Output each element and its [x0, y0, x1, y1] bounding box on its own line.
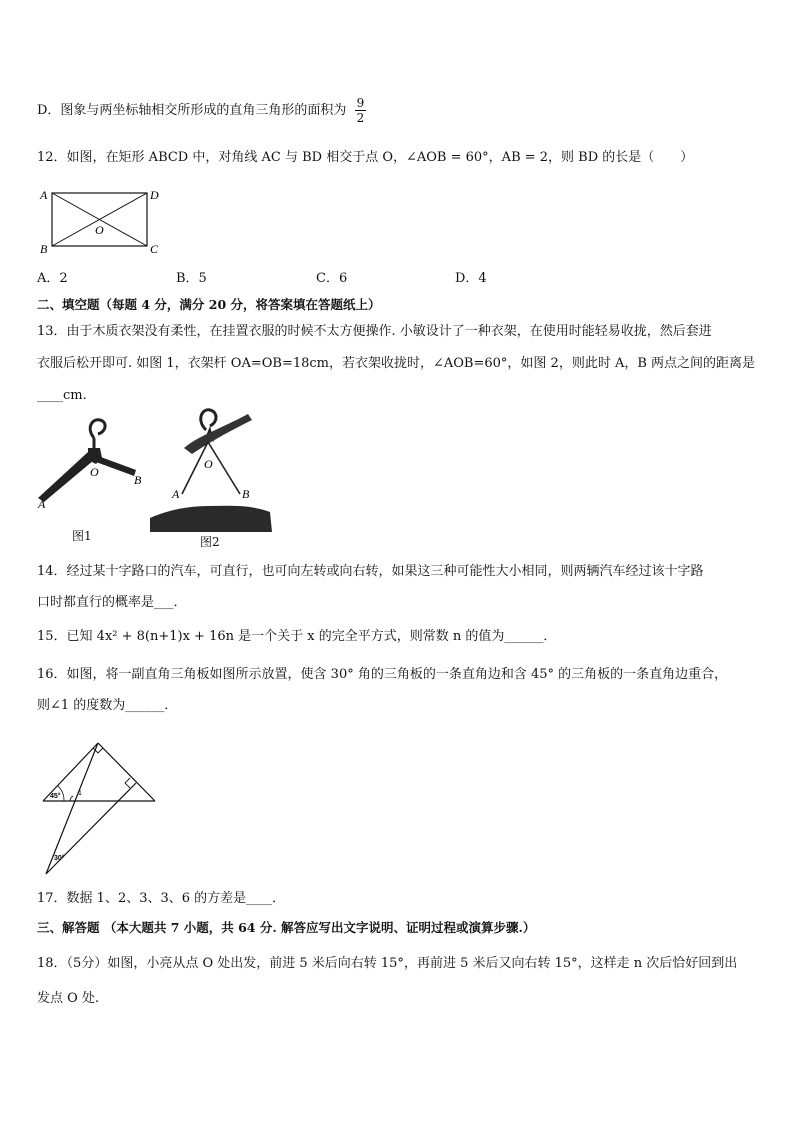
q13-fig1-caption: 图1 [72, 529, 92, 543]
fig2-label-o: O [204, 457, 213, 471]
q13-line-3: ____cm. [37, 388, 87, 403]
fig2-label-b: B [242, 487, 250, 501]
q12-stem: 12．如图，在矩形 ABCD 中，对角线 AC 与 BD 相交于点 O，∠AOB = 60°，AB = 2，则 BD 的长是（ ） [37, 150, 694, 165]
q11-fraction [355, 96, 367, 125]
label-angle-1: 1 [78, 790, 82, 797]
q16-triangle-figure [40, 727, 160, 877]
q13-hanger-figure-2 [148, 406, 278, 534]
q14-line-1: 14．经过某十字路口的汽车，可直行，也可向左转或向右转，如果这三种可能性大小相同，则两辆汽车经过该十字路 [37, 564, 704, 579]
q11-frac-denominator: 2 [356, 111, 365, 125]
label-45: 45° [50, 793, 61, 800]
q12-option-d: D．4 [455, 271, 487, 286]
q11-option-d-text: D．图象与两坐标轴相交所形成的直角三角形的面积为 [37, 103, 347, 118]
fig1-label-b: B [134, 473, 142, 487]
q16-line-1: 16．如图，将一副直角三角板如图所示放置，使含 30° 角的三角板的一条直角边和含 45° 的三角板的一条直角边重合， [37, 667, 728, 682]
label-b: B [40, 242, 48, 256]
label-o: O [95, 223, 104, 237]
label-c: C [150, 242, 159, 256]
fig1-label-a: A [38, 497, 46, 511]
q12-rectangle-figure [34, 187, 159, 257]
label-30: 30° [54, 855, 65, 862]
q11-frac-numerator: 9 [356, 96, 365, 110]
fig1-label-o: O [90, 465, 99, 479]
label-a: A [40, 188, 48, 202]
q15-line: 15．已知 4x² + 8(n+1)x + 16n 是一个关于 x 的完全平方式，则常数 n 的值为______． [37, 629, 557, 644]
section-3-heading: 三、解答题 （本大题共 7 小题，共 64 分. 解答应写出文字说明、证明过程或演算步骤.） [37, 920, 536, 935]
section-2-heading: 二、填空题（每题 4 分，满分 20 分，将答案填在答题纸上） [37, 297, 381, 312]
q12-option-c: C．6 [316, 271, 348, 286]
q14-line-2: 口时都直行的概率是___． [37, 595, 187, 610]
q12-option-a: A．2 [37, 271, 68, 286]
q18-line-2: 发点 O 处. [37, 991, 100, 1006]
q13-line-1: 13．由于木质衣架没有柔性，在挂置衣服的时候不太方便操作. 小敏设计了一种衣架，在使用时能轻易收拢，然后套进 [37, 324, 712, 339]
q11-option-d [37, 96, 366, 125]
q17-line: 17．数据 1、2、3、3、6 的方差是____． [37, 891, 286, 906]
q13-fig2-caption: 图2 [200, 535, 220, 549]
label-d: D [150, 188, 159, 202]
q13-hanger-figure-1 [36, 416, 151, 516]
q13-line-2: 衣服后松开即可. 如图 1，衣架杆 OA=OB=18cm，若衣架收拢时，∠AOB=60°，如图 2，则此时 A，B 两点之间的距离是 [37, 356, 756, 371]
q16-line-2: 则∠1 的度数为______． [37, 698, 178, 713]
fig2-label-a: A [172, 487, 180, 501]
q12-option-b: B．5 [176, 271, 207, 286]
q18-line-1: 18．（5分）如图，小亮从点 O 处出发，前进 5 米后向右转 15°，再前进 5 米后又向右转 15°，这样走 n 次后恰好回到出 [37, 956, 738, 971]
